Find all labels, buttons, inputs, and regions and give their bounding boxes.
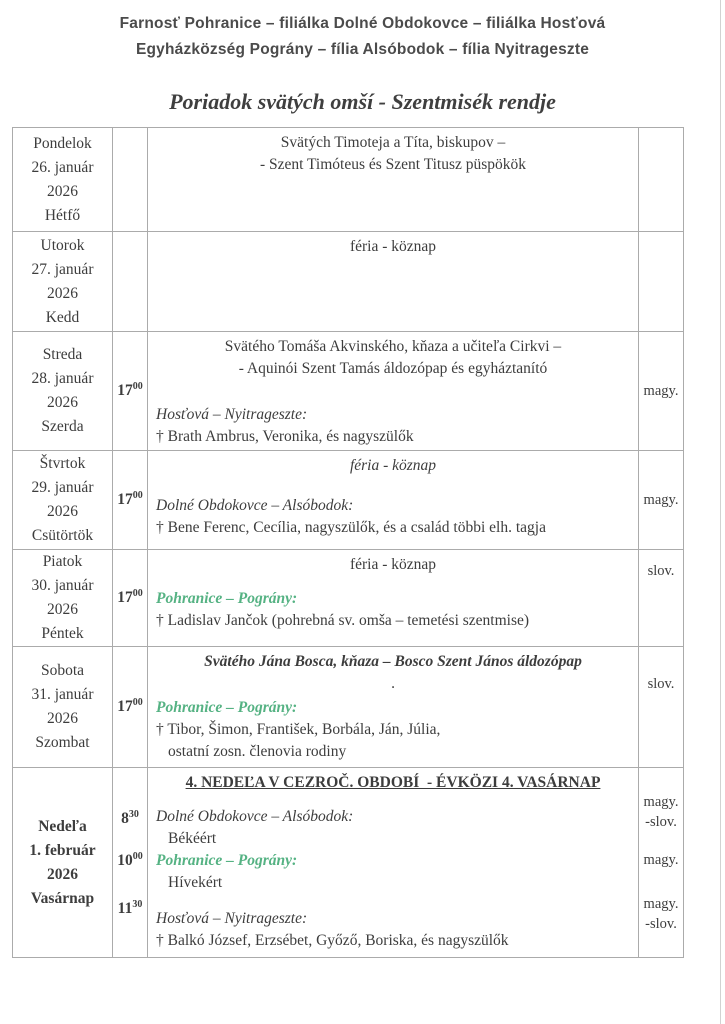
feast-title: - Szent Timóteus és Szent Titusz püspökök [259, 156, 527, 173]
feast-title: féria - köznap [349, 457, 437, 474]
mass-time: $11^{30}$ [117, 898, 143, 917]
mass-intention: † Balkó József, Erzsébet, Győző, Boriska, és nagyszülők [156, 932, 509, 949]
mass-intention: † Brath Ambrus, Veronika, és nagyszülők [156, 428, 414, 445]
mass-intention: † Tibor, Šimon, František, Borbála, Ján, Júlia, [156, 721, 441, 738]
day-cell [13, 332, 113, 451]
day-cell [13, 647, 113, 768]
day-date: 29. január [31, 479, 94, 496]
time-cell [113, 451, 148, 550]
sunday-heading: 4. NEDEĽA V CEZROČ. OBDOBÍ - ÉVKÖZI 4. VASÁRNAP [185, 774, 601, 791]
feast-title: féria - köznap [349, 556, 437, 573]
day-name-hu: Kedd [45, 308, 80, 326]
feast-title: Svätého Jána Bosca, kňaza – Bosco Szent János áldozópap [204, 653, 582, 670]
content-cell [148, 332, 639, 451]
language-cell [639, 232, 684, 332]
day-cell [13, 232, 113, 332]
table-row-wednesday [13, 332, 684, 451]
language-label: magy. [643, 852, 679, 868]
document-title: Poriadok svätých omší - Szentmisék rendje [169, 89, 556, 114]
day-cell [13, 550, 113, 647]
language-label: magy. [643, 492, 679, 508]
content-cell [148, 128, 639, 232]
day-name-sk: Piatok [42, 553, 83, 570]
day-date: 1. február [29, 841, 96, 859]
language-cell [639, 332, 684, 451]
day-date: 30. január [31, 577, 94, 594]
feast-title: Svätých Timoteja a Títa, biskupov – [280, 134, 506, 151]
day-year: 2026 [47, 503, 78, 520]
language-label: magy. [643, 383, 679, 399]
day-cell [13, 451, 113, 550]
day-year: 2026 [47, 284, 78, 302]
content-cell [148, 451, 639, 550]
day-name-sk: Pondelok [33, 134, 92, 152]
mass-time: $8^{30}$ [121, 808, 139, 827]
feast-title: - Aquinói Szent Tamás áldozópap és egyháztanító [238, 360, 548, 377]
time-cell [113, 768, 148, 958]
table-row-saturday [13, 647, 684, 768]
day-date: 31. január [31, 686, 94, 703]
mass-intention: Békéért [168, 830, 217, 847]
language-label: magy. -slov. [643, 896, 679, 932]
day-name-hu: Csütörtök [31, 527, 94, 544]
day-year: 2026 [47, 601, 78, 618]
place-label: Dolné Obdokovce – Alsóbodok: [156, 497, 354, 514]
table-row-thursday [13, 451, 684, 550]
scan-page-edge-line [720, 0, 721, 1024]
mass-intention: † Ladislav Jančok (pohrebná sv. omša – temetési szentmise) [156, 612, 530, 629]
language-cell [639, 451, 684, 550]
language-cell [639, 647, 684, 768]
day-name-sk: Sobota [40, 662, 85, 679]
mass-time: $17^{00}$ [117, 696, 143, 715]
mass-intention: Hívekért [168, 874, 223, 891]
language-label: magy. -slov. [643, 794, 679, 830]
mass-time: $17^{00}$ [117, 587, 143, 606]
table-row-tuesday [13, 232, 684, 332]
day-name-hu: Szombat [35, 734, 90, 751]
content-cell [148, 232, 639, 332]
mass-intention: † Bene Ferenc, Cecília, nagyszülők, és a család többi elh. tagja [156, 519, 546, 536]
place-label-green: Pohranice – Pográny: [156, 852, 298, 869]
place-label: Hosťová – Nyitrageszte: [156, 406, 308, 423]
day-name-hu: Péntek [41, 625, 84, 642]
day-name-sk: Štvrtok [39, 455, 86, 472]
content-cell [148, 768, 639, 958]
day-date: 26. január [31, 158, 94, 176]
language-cell [639, 128, 684, 232]
content-cell [148, 647, 639, 768]
place-label: Dolné Obdokovce – Alsóbodok: [156, 808, 354, 825]
language-label: slov. [647, 676, 675, 692]
time-cell [113, 550, 148, 647]
language-cell [639, 768, 684, 958]
day-year: 2026 [47, 182, 78, 200]
table-row-sunday [13, 768, 684, 958]
day-date: 28. január [31, 370, 94, 387]
time-cell [113, 332, 148, 451]
feast-title: Svätého Tomáša Akvinského, kňaza a učiteľa Cirkvi – [224, 338, 562, 355]
parish-header-line2: Egyházközség Pográny – fília Alsóbodok – fília Nyitrageszte [135, 41, 590, 58]
day-cell [13, 128, 113, 232]
time-cell [113, 128, 148, 232]
place-label-green: Pohranice – Pográny: [156, 699, 298, 716]
day-name-hu: Szerda [41, 418, 84, 435]
time-cell [113, 647, 148, 768]
mass-intention: ostatní zosn. členovia rodiny [168, 743, 347, 760]
feast-dot: . [391, 675, 395, 692]
mass-time: $17^{00}$ [117, 380, 143, 399]
time-cell [113, 232, 148, 332]
content-cell [148, 550, 639, 647]
mass-time: $17^{00}$ [117, 489, 143, 508]
day-name-sk: Utorok [40, 236, 85, 254]
table-row-monday [13, 128, 684, 232]
table-row-friday [13, 550, 684, 647]
day-date: 27. január [31, 260, 94, 278]
day-name-hu: Vasárnap [30, 889, 95, 907]
day-cell [13, 768, 113, 958]
day-year: 2026 [47, 865, 78, 883]
mass-schedule-table [12, 127, 684, 958]
day-year: 2026 [47, 394, 78, 411]
day-name-sk: Streda [42, 346, 83, 363]
language-cell [639, 550, 684, 647]
place-label: Hosťová – Nyitrageszte: [156, 910, 308, 927]
day-name-sk: Nedeľa [38, 817, 87, 835]
parish-header-line1: Farnosť Pohranice – filiálka Dolné Obdokovce – filiálka Hosťová [119, 15, 606, 32]
feast-title: féria - köznap [349, 238, 437, 255]
place-label-green: Pohranice – Pográny: [156, 590, 298, 607]
day-name-hu: Hétfő [44, 206, 81, 224]
language-label: slov. [647, 563, 675, 579]
mass-time: $10^{00}$ [117, 850, 143, 869]
parish-header [0, 0, 725, 63]
day-year: 2026 [47, 710, 78, 727]
